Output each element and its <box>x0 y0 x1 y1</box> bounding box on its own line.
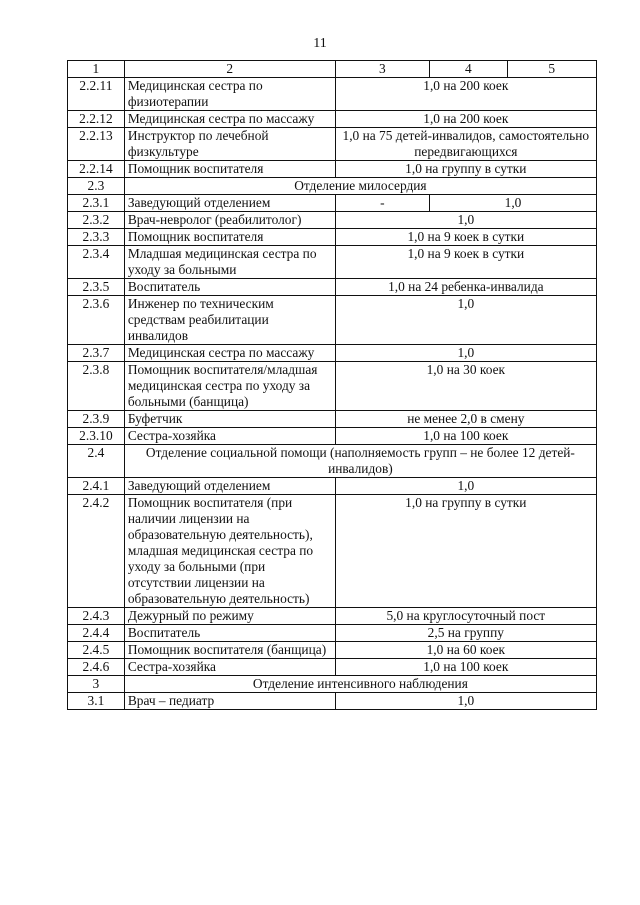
row-number: 2.4.3 <box>68 608 125 625</box>
row-number: 2.3.2 <box>68 212 125 229</box>
position-name: Помощник воспитателя <box>124 161 335 178</box>
position-name: Буфетчик <box>124 411 335 428</box>
table-row <box>68 478 597 495</box>
position-name: Помощник воспитателя (банщица) <box>124 642 335 659</box>
row-number: 2.4.4 <box>68 625 125 642</box>
row-number: 2.3.4 <box>68 246 125 279</box>
table-row <box>68 128 597 161</box>
staffing-norm: 1,0 на 24 ребенка-инвалида <box>335 279 596 296</box>
section-title: Отделение социальной помощи (наполняемость групп – не более 12 детей-инвалидов) <box>124 445 596 478</box>
table-row <box>68 362 597 411</box>
staffing-table <box>67 60 597 710</box>
table-row <box>68 279 597 296</box>
header-col-3: 3 <box>335 61 429 78</box>
staffing-norm: 1,0 на 60 коек <box>335 642 596 659</box>
header-col-5: 5 <box>507 61 596 78</box>
header-col-4: 4 <box>430 61 508 78</box>
staffing-norm: не менее 2,0 в смену <box>335 411 596 428</box>
staffing-norm: 1,0 на 75 детей-инвалидов, самостоятельно передвигающихся <box>335 128 596 161</box>
table-row <box>68 608 597 625</box>
position-name: Воспитатель <box>124 625 335 642</box>
row-number: 2.4.5 <box>68 642 125 659</box>
section-row <box>68 445 597 478</box>
section-row <box>68 178 597 195</box>
table-row <box>68 161 597 178</box>
position-name: Инженер по техническим средствам реабилитации инвалидов <box>124 296 335 345</box>
position-name: Сестра-хозяйка <box>124 428 335 445</box>
row-number: 2.3.7 <box>68 345 125 362</box>
staffing-norm: 1,0 на 100 коек <box>335 428 596 445</box>
position-name: Заведующий отделением <box>124 478 335 495</box>
table-row <box>68 78 597 111</box>
staffing-norm: 1,0 <box>335 345 596 362</box>
staffing-norm: 1,0 на 200 коек <box>335 78 596 111</box>
row-number: 2.2.11 <box>68 78 125 111</box>
position-name: Дежурный по режиму <box>124 608 335 625</box>
staffing-norm: 1,0 на 9 коек в сутки <box>335 229 596 246</box>
position-name: Младшая медицинская сестра по уходу за больными <box>124 246 335 279</box>
position-name: Медицинская сестра по физиотерапии <box>124 78 335 111</box>
row-number: 2.3.8 <box>68 362 125 411</box>
position-name: Врач – педиатр <box>124 693 335 710</box>
staffing-norm: 1,0 на 30 коек <box>335 362 596 411</box>
section-number: 2.3 <box>68 178 125 195</box>
position-name: Воспитатель <box>124 279 335 296</box>
staffing-norm: 1,0 <box>335 693 596 710</box>
row-number: 2.4.1 <box>68 478 125 495</box>
row-number: 2.2.12 <box>68 111 125 128</box>
table-row <box>68 495 597 608</box>
position-name: Помощник воспитателя/младшая медицинская сестра по уходу за больными (банщица) <box>124 362 335 411</box>
position-name: Помощник воспитателя <box>124 229 335 246</box>
staffing-norm: 2,5 на группу <box>335 625 596 642</box>
position-name: Врач-невролог (реабилитолог) <box>124 212 335 229</box>
table-row <box>68 296 597 345</box>
table-row <box>68 411 597 428</box>
section-title: Отделение милосердия <box>124 178 596 195</box>
row-number: 2.3.10 <box>68 428 125 445</box>
table-row <box>68 345 597 362</box>
position-name: Заведующий отделением <box>124 195 335 212</box>
row-number: 3.1 <box>68 693 125 710</box>
staffing-norm: 1,0 на 9 коек в сутки <box>335 246 596 279</box>
page-number: 11 <box>313 36 327 51</box>
table-row <box>68 111 597 128</box>
staffing-norm: 5,0 на круглосуточный пост <box>335 608 596 625</box>
header-col-1: 1 <box>68 61 125 78</box>
section-row <box>68 676 597 693</box>
row-number: 2.3.6 <box>68 296 125 345</box>
row-number: 2.3.1 <box>68 195 125 212</box>
staffing-norm: 1,0 на 200 коек <box>335 111 596 128</box>
section-title: Отделение интенсивного наблюдения <box>124 676 596 693</box>
staffing-norm: 1,0 на 100 коек <box>335 659 596 676</box>
table-row <box>68 659 597 676</box>
position-name: Медицинская сестра по массажу <box>124 111 335 128</box>
position-name: Медицинская сестра по массажу <box>124 345 335 362</box>
table-row <box>68 229 597 246</box>
table-row <box>68 642 597 659</box>
staffing-norm-col4: 1,0 <box>430 195 597 212</box>
position-name: Сестра-хозяйка <box>124 659 335 676</box>
section-number: 2.4 <box>68 445 125 478</box>
table-row <box>68 428 597 445</box>
row-number: 2.3.5 <box>68 279 125 296</box>
table-row <box>68 195 597 212</box>
section-number: 3 <box>68 676 125 693</box>
table-row <box>68 625 597 642</box>
row-number: 2.2.13 <box>68 128 125 161</box>
staffing-norm: 1,0 на группу в сутки <box>335 161 596 178</box>
table-header-row <box>68 61 597 78</box>
table-row <box>68 693 597 710</box>
header-col-2: 2 <box>124 61 335 78</box>
staffing-norm: 1,0 на группу в сутки <box>335 495 596 608</box>
table-row <box>68 246 597 279</box>
row-number: 2.2.14 <box>68 161 125 178</box>
position-name: Помощник воспитателя (при наличии лицензии на образовательную деятельность), младшая медицинская сестра по уходу за больными (при отсутствии лицензии на образовательную деятельность) <box>124 495 335 608</box>
row-number: 2.3.3 <box>68 229 125 246</box>
staffing-norm: 1,0 <box>335 478 596 495</box>
staffing-norm: 1,0 <box>335 296 596 345</box>
table-row <box>68 212 597 229</box>
position-name: Инструктор по лечебной физкультуре <box>124 128 335 161</box>
staffing-norm: 1,0 <box>335 212 596 229</box>
row-number: 2.4.2 <box>68 495 125 608</box>
staffing-norm-col3: - <box>335 195 429 212</box>
row-number: 2.4.6 <box>68 659 125 676</box>
row-number: 2.3.9 <box>68 411 125 428</box>
